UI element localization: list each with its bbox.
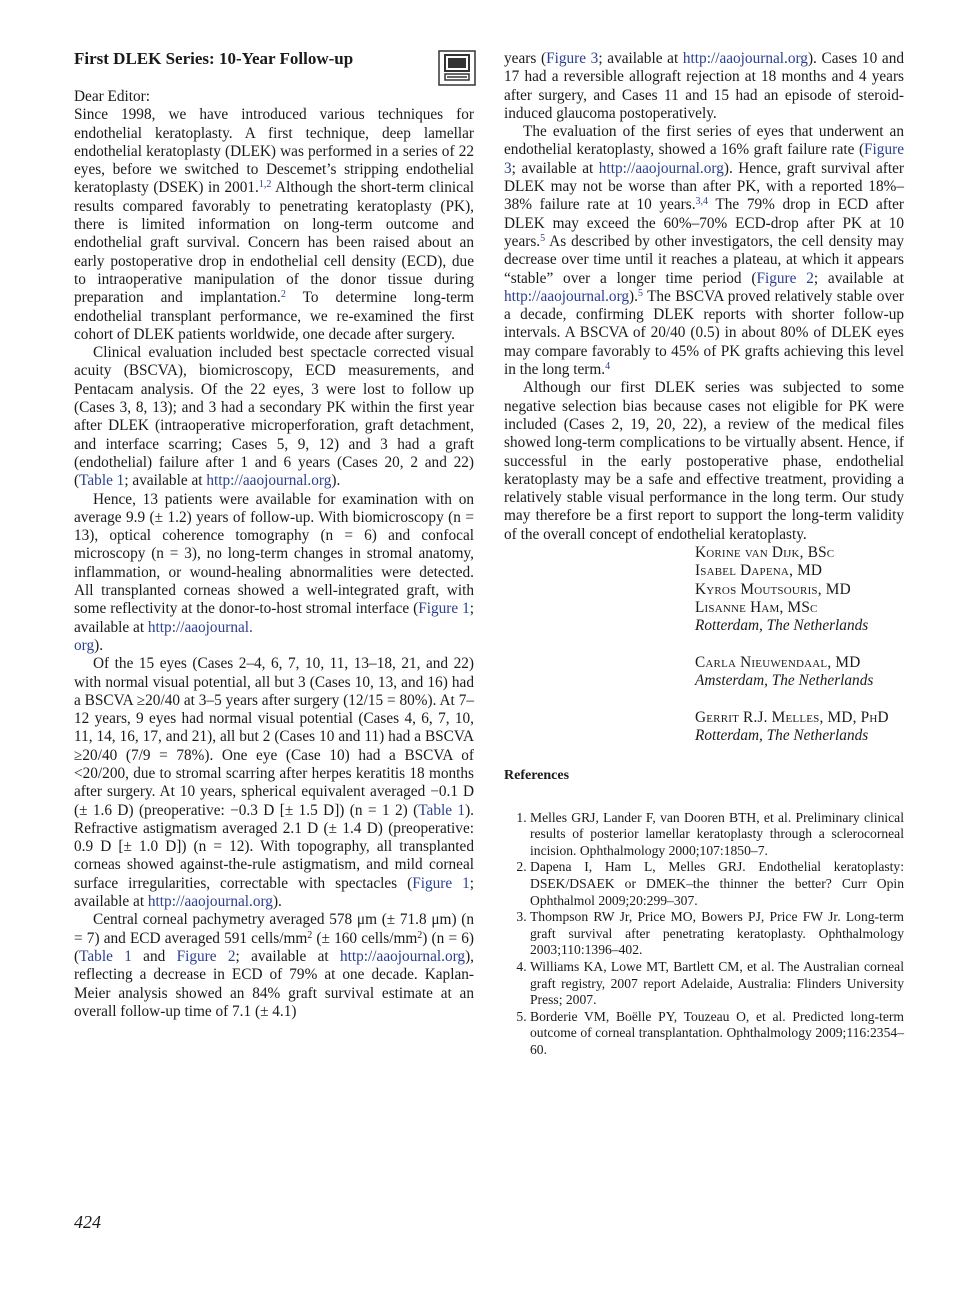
right-column	[504, 50, 904, 1058]
computer-monitor-icon	[438, 50, 476, 86]
citation-ref[interactable]: 5	[637, 287, 643, 299]
reference-item: 1. Melles GRJ, Lander F, van Dooren BTH, et al. Preliminary clinical results of posterior lamellar keratoplasty through a sclerocorneal incision. Ophthalmology 2000;107:1850–7.	[530, 810, 904, 860]
paragraph-evaluation: Clinical evaluation included best spectacle corrected visual acuity (BSCVA), biomicroscopy, ECD measurements, and Pentacam analysis. Of the 22 eyes, 3 were lost to follow up (Cases 3, 8, 13); and 3 had a secondary PK within the first year after DLEK (intraoperative microperforation, graft detachment, and interface scarring; Cases 5, 9, 12) and 3 had a graft (endothelial) failure after 1 and 6 years (Cases 20, 2 and 22) (Table 1; available at http://aaojournal.org).	[74, 344, 474, 490]
reference-item: 2. Dapena I, Ham L, Melles GRJ. Endothelial keratoplasty: DSEK/DSAEK or DMEK–the thinner the better? Curr Opin Ophthalmol 2009;20:299–307.	[530, 859, 904, 909]
author-location: Rotterdam, The Netherlands	[695, 617, 869, 635]
journal-link[interactable]: http://aaojournal.org	[682, 50, 808, 67]
author-location: Amsterdam, The Netherlands	[695, 672, 874, 690]
article-title: First DLEK Series: 10-Year Follow-up	[74, 49, 354, 68]
author-name: Kyros Moutsouris, MD	[695, 580, 851, 598]
salutation: Dear Editor:	[74, 88, 151, 105]
author-name: Isabel Dapena, MD	[695, 562, 823, 580]
author-location: Rotterdam, The Netherlands	[695, 726, 869, 744]
superscript: 2	[307, 929, 313, 941]
paragraph-survival: years (Figure 3; available at http://aaojournal.org). Cases 10 and 17 had a reversible allograft rejection at 18 months and 4 years after surgery, and Cases 11 and 15 had an episode of steroid-induced glaucoma postoperatively.	[504, 50, 904, 122]
figure-link[interactable]: Figure 1	[418, 600, 470, 618]
paragraph-intro: Since 1998, we have introduced various techniques for endothelial keratoplasty. A first technique, deep lamellar endothelial keratoplasty (DLEK) was performed in a series of 22 eyes, before we switched to Descemet’s stripping endothelial keratoplasty (DSEK) in 2001.$^{1,2}$ Although the short-term clinical results compared favorably to penetrating keratoplasty (PK), there is limited information on long-term outcome and endothelial graft survival. Concern has been raised about an early postoperative drop in endothelial cell density (ECD), due to intraoperative manipulation of the donor tissue during preparation and implantation.$^2$ To determine long-term endothelial transplant performance, we re-examined the first cohort of DLEK patients worldwide, one decade after surgery.	[74, 106, 474, 343]
paragraph-conclusion: Although our first DLEK series was subjected to some negative selection bias because cases not eligible for PK were included (Cases 2, 19, 20, 22), a review of the medical files showed long-term complications to be virtually absent. Hence, if successful in the early postoperative phase, endothelial keratoplasty may be a safe and effective treatment, providing a relatively stable visual performance in the long term. Our study may therefore be a first report to support the long-term validity of the overall concept of endothelial keratoplasty.	[504, 379, 904, 543]
journal-link[interactable]: http://aaojournal.org	[598, 159, 724, 177]
citation-ref[interactable]: 1,2	[258, 179, 272, 191]
citation-ref[interactable]: 3,4	[695, 196, 709, 208]
page-number: 424	[74, 1212, 101, 1232]
figure-link[interactable]: Figure 2	[176, 947, 236, 965]
table-link[interactable]: Table 1	[79, 947, 132, 965]
journal-link[interactable]: http://aaojournal.org	[504, 287, 630, 305]
figure-link[interactable]: Figure 1	[412, 874, 470, 892]
reference-item: 4. Williams KA, Lowe MT, Bartlett CM, et al. The Australian corneal graft registry, 2007 report Adelaide, Australia: Flinders University Press; 2007.	[530, 959, 904, 1009]
superscript: 2	[417, 929, 423, 941]
reference-item: 3. Thompson RW Jr, Price MO, Bowers PJ, Price FW Jr. Long-term graft survival after penetrating keratoplasty. Ophthalmology 2003;110:1396–402.	[530, 909, 904, 959]
citation-ref[interactable]: 2	[280, 289, 286, 301]
table-link[interactable]: Table 1	[79, 472, 125, 490]
author-name: Lisanne Ham, MSc	[695, 598, 818, 616]
author-name: Carla Nieuwendaal, MD	[695, 653, 861, 671]
author-name: Gerrit R.J. Melles, MD, PhD	[695, 708, 889, 726]
citation-ref[interactable]: 5	[540, 232, 546, 244]
journal-link[interactable]: http://aaojournal.org	[206, 472, 332, 490]
figure-link[interactable]: Figure 3	[546, 50, 599, 67]
figure-link[interactable]: Figure 2	[756, 269, 814, 287]
citation-ref[interactable]: 4	[605, 361, 611, 373]
figure-link[interactable]: Figure 3	[504, 141, 904, 177]
journal-link-cont[interactable]: org	[74, 636, 95, 654]
journal-link[interactable]: http://aaojournal.	[147, 618, 253, 636]
paragraph-examination: Hence, 13 patients were available for examination with on average 9.9 (± 1.2) years of follow-up. With biomicroscopy (n = 13), optical coherence tomography (n = 6) and confocal microscopy (n = 3), no long-term changes in stromal anatomy, inflammation, or wound-healing abnormalities were detected. All transplanted corneas showed a well-integrated graft, with some reflectivity at the donor-to-host stromal interface (Figure 1; available at http://aaojournal. org).	[74, 490, 474, 654]
title-row	[74, 50, 474, 88]
references-list	[504, 810, 904, 1059]
reference-item: 5. Borderie VM, Boëlle PY, Touzeau O, et al. Predicted long-term outcome of corneal transplantation. Ophthalmology 2009;116:2354–60.	[530, 1009, 904, 1059]
table-link[interactable]: Table 1	[418, 801, 466, 819]
left-column	[74, 50, 474, 1021]
journal-link[interactable]: http://aaojournal.org	[147, 893, 273, 911]
paragraph-pachymetry: Central corneal pachymetry averaged 578 μm (± 71.8 μm) (n = 7) and ECD averaged 591 cells/$mm^2$ (± 160 cells/$mm^2$) (n = 6) (Table 1 and Figure 2; available at http://aaojournal.org), reflecting a decrease in ECD of 79% at one decade. Kaplan-Meier analysis showed an 84% graft survival estimate at an overall follow-up time of 7.1 (± 4.1)	[74, 911, 474, 1020]
author-name: Korine van Dijk, BSc	[695, 544, 835, 562]
paragraph-visual-results: Of the 15 eyes (Cases 2–4, 6, 7, 10, 11, 13–18, 21, and 22) with normal visual potential, all but 3 (Cases 10, 13, and 16) had a BSCVA ≥20/40 at 3–5 years after surgery (12/15 = 80%). At 7–12 years, 9 eyes had normal visual potential (Cases 4, 6, 7, 10, 11, 14, 16, 17, and 21), all but 2 (Cases 10 and 11) had a BSCVA ≥20/40 (7/9 = 78%). One eye (Case 10) had a BSCVA of <20/200, due to stromal scarring after herpes keratitis 18 months after surgery. At 10 years, spherical equivalent averaged −0.1 D (± 1.6 D) (preoperative: −0.3 D [± 1.5 D]) (n = 1 2) (Table 1). Refractive astigmatism averaged 2.1 D (± 1.4 D) (preoperative: 0.9 D [± 1.0 D]) (n = 12). With topography, all transplanted corneas showed against-the-rule astigmatism, and mild corneal surface irregularities, correctable with spectacles (Figure 1; available at http://aaojournal.org).	[74, 655, 474, 911]
signature-block	[695, 544, 904, 745]
references-heading: References	[504, 768, 570, 784]
journal-link[interactable]: http://aaojournal.org	[340, 947, 466, 965]
paragraph-discussion: The evaluation of the first series of eyes that underwent an endothelial keratoplasty, showed a 16% graft failure rate (Figure 3; available at http://aaojournal.org). Hence, graft survival after DLEK may not be worse than after PK, with a reported 18%–38% failure rate at 10 years.$^{3,4}$ The 79% drop in ECD after DLEK may exceed the 60%–70% ECD-drop after PK at 10 years.$^5$ As described by other investigators, the cell density may decrease over time until it reaches a plateau, at which it appears “stable” over a longer time period (Figure 2; available at http://aaojournal.org).$^5$ The BSCVA proved relatively stable over a decade, confirming DLEK reports with shorter follow-up intervals. A BSCVA of 20/40 (0.5) in about 80% of DLEK eyes may compare favorably to 45% of PK grafts achieving this level in the long term.$^4$	[504, 123, 905, 379]
